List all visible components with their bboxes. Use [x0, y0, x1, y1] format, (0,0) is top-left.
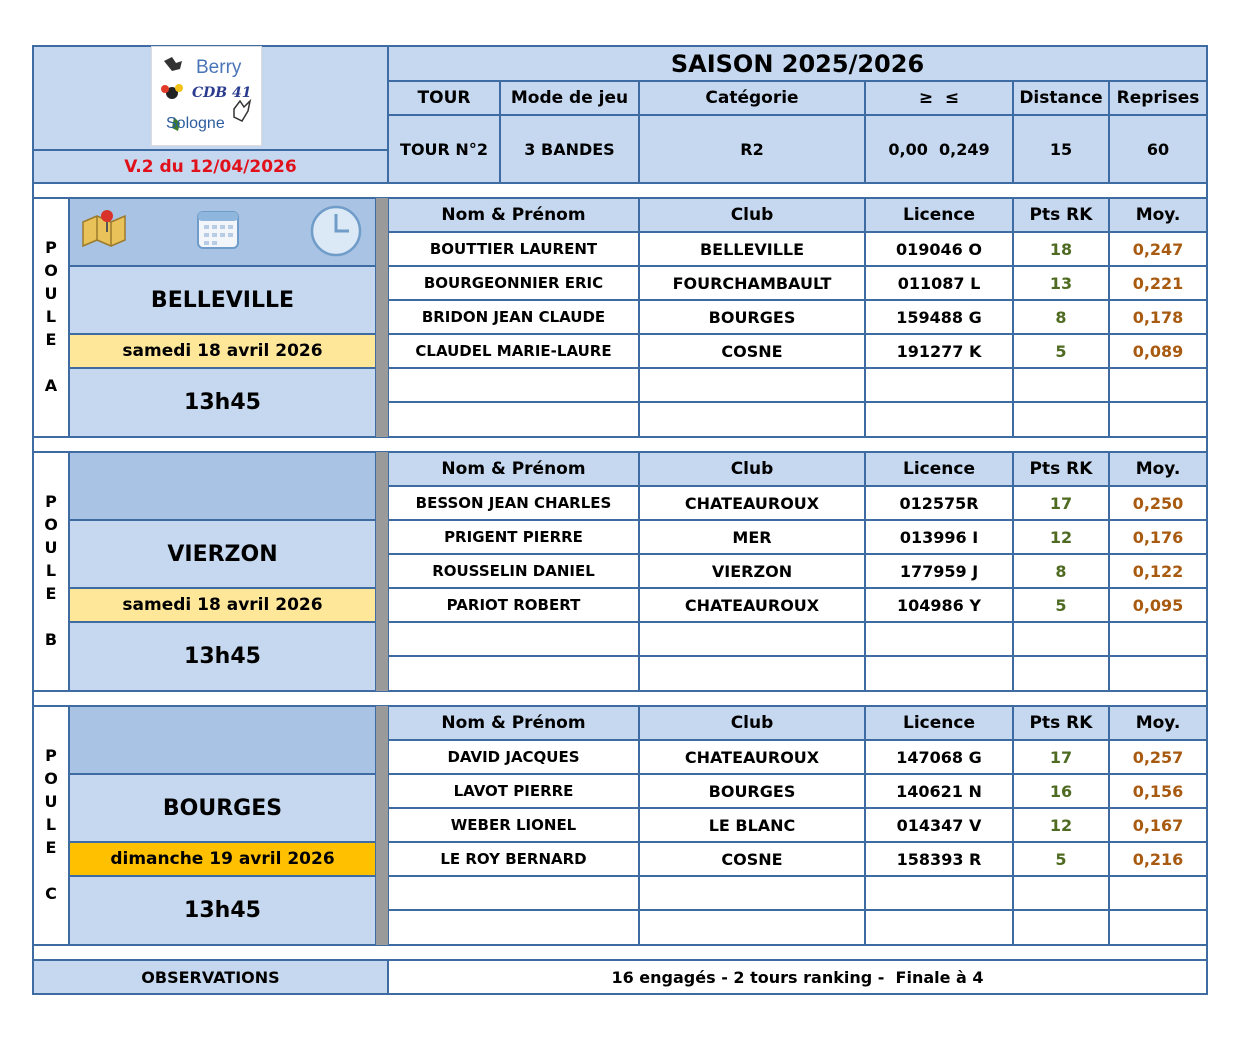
value-reprises: 60	[1109, 115, 1207, 183]
player-name: LAVOT PIERRE	[388, 774, 639, 808]
player-empty-cell	[639, 876, 865, 910]
separator	[33, 437, 1207, 452]
player-empty-cell	[1013, 876, 1109, 910]
player-pts: 5	[1013, 334, 1109, 368]
player-club: CHATEAUROUX	[639, 588, 865, 622]
player-moy: 0,216	[1109, 842, 1207, 876]
value-tour: TOUR N°2	[388, 115, 500, 183]
player-moy: 0,176	[1109, 520, 1207, 554]
value-mode: 3 BANDES	[500, 115, 639, 183]
poule-time: 13h45	[69, 368, 376, 437]
poule-date: samedi 18 avril 2026	[69, 588, 376, 622]
player-header-pts: Pts RK	[1013, 198, 1109, 232]
player-pts: 12	[1013, 520, 1109, 554]
poule-letter: P	[45, 238, 57, 257]
header-mode: Mode de jeu	[500, 81, 639, 115]
logo-text-cdb: CDB 41	[192, 85, 252, 101]
player-name: ROUSSELIN DANIEL	[388, 554, 639, 588]
separator	[33, 183, 1207, 198]
player-pts: 16	[1013, 774, 1109, 808]
player-name: WEBER LIONEL	[388, 808, 639, 842]
player-header-club: Club	[639, 452, 865, 486]
player-moy: 0,257	[1109, 740, 1207, 774]
value-distance: 15	[1013, 115, 1109, 183]
player-licence: 159488 G	[865, 300, 1013, 334]
player-empty-cell	[1109, 876, 1207, 910]
poule-venue: BELLEVILLE	[69, 266, 376, 334]
version-label: V.2 du 12/04/2026	[33, 150, 388, 183]
player-empty-cell	[865, 402, 1013, 437]
player-moy: 0,089	[1109, 334, 1207, 368]
player-empty-cell	[1109, 402, 1207, 437]
player-moy: 0,122	[1109, 554, 1207, 588]
map-icon	[81, 206, 129, 250]
header-tour: TOUR	[388, 81, 500, 115]
player-club: LE BLANC	[639, 808, 865, 842]
poule-date: samedi 18 avril 2026	[69, 334, 376, 368]
player-moy: 0,247	[1109, 232, 1207, 266]
player-pts: 5	[1013, 588, 1109, 622]
logo-ball-yellow	[175, 84, 183, 92]
poule-time: 13h45	[69, 876, 376, 945]
player-empty-cell	[865, 876, 1013, 910]
player-moy: 0,221	[1109, 266, 1207, 300]
player-pts: 17	[1013, 486, 1109, 520]
poule-letter: O	[44, 769, 58, 788]
player-empty-cell	[388, 656, 639, 691]
player-header-pts: Pts RK	[1013, 706, 1109, 740]
poule-letter: C	[45, 884, 57, 903]
poule-venue: BOURGES	[69, 774, 376, 842]
poule-letter: E	[45, 330, 57, 349]
separator	[33, 691, 1207, 706]
player-moy: 0,156	[1109, 774, 1207, 808]
player-empty-cell	[1109, 910, 1207, 945]
cdb-logo	[151, 46, 262, 146]
player-header-moy: Moy.	[1109, 706, 1207, 740]
player-empty-cell	[388, 876, 639, 910]
player-club: CHATEAUROUX	[639, 486, 865, 520]
player-header-club: Club	[639, 198, 865, 232]
observations-label: OBSERVATIONS	[33, 960, 388, 994]
player-club: CHATEAUROUX	[639, 740, 865, 774]
value-bounds: 0,00 0,249	[865, 115, 1013, 183]
poule-letter: P	[45, 492, 57, 511]
player-empty-cell	[1013, 368, 1109, 402]
player-club: BOURGES	[639, 300, 865, 334]
poule-letter: O	[44, 515, 58, 534]
player-pts: 12	[1013, 808, 1109, 842]
player-moy: 0,178	[1109, 300, 1207, 334]
calendar-icon	[195, 206, 241, 252]
player-empty-cell	[865, 368, 1013, 402]
player-empty-cell	[1109, 622, 1207, 656]
poule-letter: L	[45, 561, 57, 580]
player-licence: 012575R	[865, 486, 1013, 520]
player-pts: 5	[1013, 842, 1109, 876]
player-name: DAVID JACQUES	[388, 740, 639, 774]
poule-venue: VIERZON	[69, 520, 376, 588]
poule-letter: U	[44, 792, 58, 811]
player-header-licence: Licence	[865, 198, 1013, 232]
poule-letter: E	[45, 584, 57, 603]
player-licence: 013996 I	[865, 520, 1013, 554]
player-name: LE ROY BERNARD	[388, 842, 639, 876]
poule-icons-cell	[69, 706, 376, 774]
poule-date: dimanche 19 avril 2026	[69, 842, 376, 876]
player-header-club: Club	[639, 706, 865, 740]
player-pts: 17	[1013, 740, 1109, 774]
poule-letter: O	[44, 261, 58, 280]
player-empty-cell	[639, 622, 865, 656]
player-empty-cell	[639, 910, 865, 945]
player-name: CLAUDEL MARIE-LAURE	[388, 334, 639, 368]
player-licence: 014347 V	[865, 808, 1013, 842]
value-categorie: R2	[639, 115, 865, 183]
separator	[33, 945, 1207, 960]
poule-letter: U	[44, 538, 58, 557]
player-club: BELLEVILLE	[639, 232, 865, 266]
poule-letter: A	[44, 376, 58, 395]
player-header-licence: Licence	[865, 706, 1013, 740]
poule-divider	[376, 198, 388, 437]
poule-letter: L	[45, 307, 57, 326]
player-club: COSNE	[639, 842, 865, 876]
player-empty-cell	[388, 368, 639, 402]
player-empty-cell	[639, 402, 865, 437]
poule-letter: U	[44, 284, 58, 303]
player-name: PRIGENT PIERRE	[388, 520, 639, 554]
player-name: PARIOT ROBERT	[388, 588, 639, 622]
poule-divider	[376, 452, 388, 691]
player-pts: 18	[1013, 232, 1109, 266]
poule-icons	[69, 198, 376, 266]
poule-icons-cell	[69, 452, 376, 520]
poule-letter: B	[44, 630, 58, 649]
player-empty-cell	[1013, 910, 1109, 945]
player-name: BOUTTIER LAURENT	[388, 232, 639, 266]
logo-stag-icon	[234, 101, 250, 121]
poule-letter: P	[45, 746, 57, 765]
poule-letters	[35, 490, 67, 651]
player-name: BOURGEONNIER ERIC	[388, 266, 639, 300]
header-distance: Distance	[1013, 81, 1109, 115]
player-empty-cell	[388, 622, 639, 656]
header-bounds: ≥ ≤	[865, 81, 1013, 115]
player-header-name: Nom & Prénom	[388, 452, 639, 486]
player-moy: 0,095	[1109, 588, 1207, 622]
player-licence: 191277 K	[865, 334, 1013, 368]
player-header-moy: Moy.	[1109, 198, 1207, 232]
poule-letters	[35, 236, 67, 397]
player-header-licence: Licence	[865, 452, 1013, 486]
player-empty-cell	[865, 910, 1013, 945]
player-licence: 177959 J	[865, 554, 1013, 588]
player-empty-cell	[1013, 402, 1109, 437]
player-header-name: Nom & Prénom	[388, 706, 639, 740]
player-header-moy: Moy.	[1109, 452, 1207, 486]
player-name: BESSON JEAN CHARLES	[388, 486, 639, 520]
player-licence: 140621 N	[865, 774, 1013, 808]
player-empty-cell	[1109, 656, 1207, 691]
player-empty-cell	[639, 656, 865, 691]
player-club: BOURGES	[639, 774, 865, 808]
header-categorie: Catégorie	[639, 81, 865, 115]
observations-text: 16 engagés - 2 tours ranking - Finale à 4	[388, 960, 1207, 994]
logo-ball-red	[161, 85, 169, 93]
player-header-pts: Pts RK	[1013, 452, 1109, 486]
player-club: COSNE	[639, 334, 865, 368]
player-club: MER	[639, 520, 865, 554]
player-empty-cell	[1013, 656, 1109, 691]
player-name: BRIDON JEAN CLAUDE	[388, 300, 639, 334]
player-header-name: Nom & Prénom	[388, 198, 639, 232]
player-empty-cell	[388, 910, 639, 945]
player-pts: 13	[1013, 266, 1109, 300]
clock-icon	[309, 204, 363, 258]
player-club: VIERZON	[639, 554, 865, 588]
player-pts: 8	[1013, 300, 1109, 334]
header-reprises: Reprises	[1109, 81, 1207, 115]
poule-divider	[376, 706, 388, 945]
player-empty-cell	[1013, 622, 1109, 656]
logo-bird-icon	[164, 57, 182, 71]
logo-text-berry: Berry	[196, 57, 242, 78]
player-empty-cell	[388, 402, 639, 437]
player-pts: 8	[1013, 554, 1109, 588]
poule-letters	[35, 744, 67, 905]
player-empty-cell	[1109, 368, 1207, 402]
player-licence: 019046 O	[865, 232, 1013, 266]
player-moy: 0,167	[1109, 808, 1207, 842]
player-licence: 147068 G	[865, 740, 1013, 774]
poule-time: 13h45	[69, 622, 376, 691]
player-licence: 011087 L	[865, 266, 1013, 300]
player-moy: 0,250	[1109, 486, 1207, 520]
poule-letter: L	[45, 815, 57, 834]
player-club: FOURCHAMBAULT	[639, 266, 865, 300]
player-licence: 104986 Y	[865, 588, 1013, 622]
poule-letter: E	[45, 838, 57, 857]
player-licence: 158393 R	[865, 842, 1013, 876]
player-empty-cell	[639, 368, 865, 402]
player-empty-cell	[865, 656, 1013, 691]
season-title: SAISON 2025/2026	[388, 46, 1207, 81]
player-empty-cell	[865, 622, 1013, 656]
logo-text-sologne: Sologne	[166, 115, 225, 132]
